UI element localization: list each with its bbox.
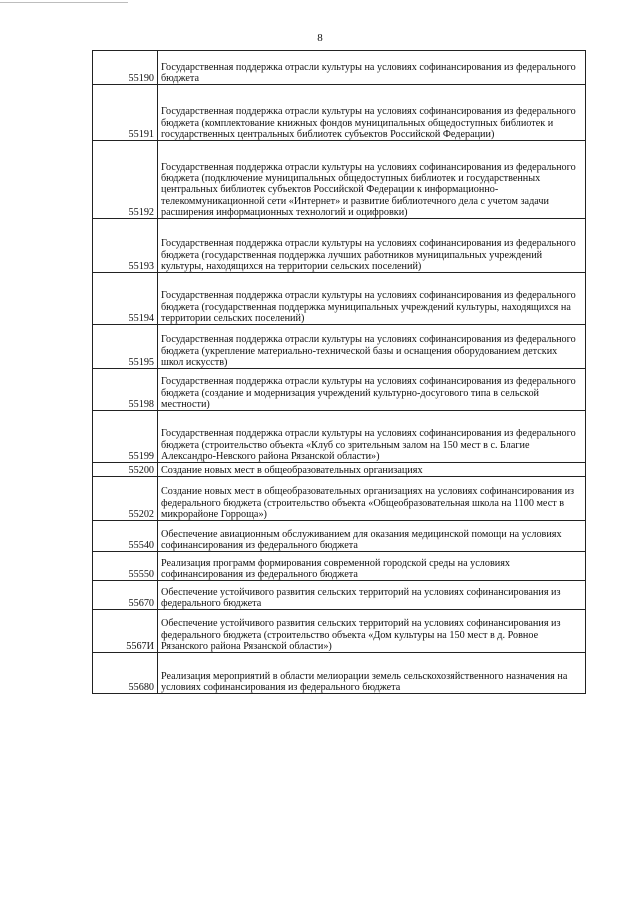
- table-row: [93, 411, 586, 463]
- row-description: Обеспечение устойчивого развития сельских территорий на условиях софинансирования из федерального бюджета: [158, 581, 586, 610]
- row-code: 55193: [93, 219, 158, 273]
- row-code: 5567И: [93, 610, 158, 653]
- row-description: Государственная поддержка отрасли культуры на условиях софинансирования из федерального бюджета: [158, 51, 586, 85]
- row-description: Государственная поддержка отрасли культуры на условиях софинансирования из федерального бюджета (комплектование книжных фондов муниципальных общедоступных библиотек и государственных центральных библиотек субъектов Российской Федерации): [158, 85, 586, 141]
- table-row: [93, 477, 586, 521]
- table-row: [93, 85, 586, 141]
- row-code: 55191: [93, 85, 158, 141]
- table-row: [93, 369, 586, 411]
- row-description: Создание новых мест в общеобразовательных организациях на условиях софинансирования из федерального бюджета (строительство объекта «Общеобразовательная школа на 1100 мест в микрорайоне Горроща»): [158, 477, 586, 521]
- row-code: 55670: [93, 581, 158, 610]
- table-row: [93, 581, 586, 610]
- table-row: [93, 463, 586, 477]
- page-number: 8: [317, 32, 323, 44]
- row-description: Государственная поддержка отрасли культуры на условиях софинансирования из федерального бюджета (укрепление материально-технической базы и оснащения оборудованием детских школ искусств): [158, 325, 586, 369]
- row-code: 55550: [93, 552, 158, 581]
- row-description: Государственная поддержка отрасли культуры на условиях софинансирования из федерального бюджета (создание и модернизация учреждений культурно-досугового типа в сельской местности): [158, 369, 586, 411]
- row-description: Обеспечение устойчивого развития сельских территорий на условиях софинансирования из федерального бюджета (строительство объекта «Дом культуры на 150 мест в д. Ровное Рязанского района Рязанской области»): [158, 610, 586, 653]
- row-description: Государственная поддержка отрасли культуры на условиях софинансирования из федерального бюджета (государственная поддержка муниципальных учреждений культуры, находящихся на территории сельских поселений): [158, 273, 586, 325]
- row-code: 55192: [93, 141, 158, 219]
- table-row: [93, 51, 586, 85]
- row-code: 55190: [93, 51, 158, 85]
- row-description: Государственная поддержка отрасли культуры на условиях софинансирования из федерального бюджета (подключение муниципальных общедоступных библиотек и государственных центральных библиотек субъектов Российской Федерации к информационно-телекоммуникационной сети «Интернет» и развитие библиотечного дела с учетом задачи расширения информационных технологий и оцифровки): [158, 141, 586, 219]
- row-description: Обеспечение авиационным обслуживанием для оказания медицинской помощи на условиях софинансирования из федерального бюджета: [158, 521, 586, 552]
- table-row: [93, 325, 586, 369]
- row-code: 55194: [93, 273, 158, 325]
- row-code: 55195: [93, 325, 158, 369]
- row-code: 55202: [93, 477, 158, 521]
- row-description: Реализация программ формирования современной городской среды на условиях софинансирования из федерального бюджета: [158, 552, 586, 581]
- row-code: 55540: [93, 521, 158, 552]
- top-rule: [0, 2, 128, 3]
- budget-codes-table: [92, 50, 586, 694]
- row-description: Государственная поддержка отрасли культуры на условиях софинансирования из федерального бюджета (государственная поддержка лучших работников муниципальных учреждений культуры, находящихся на территории сельских поселений): [158, 219, 586, 273]
- row-description: Государственная поддержка отрасли культуры на условиях софинансирования из федерального бюджета (строительство объекта «Клуб со зрительным залом на 150 мест в с. Благие Александро-Невского района Рязанской области»): [158, 411, 586, 463]
- row-code: 55198: [93, 369, 158, 411]
- row-description: Создание новых мест в общеобразовательных организациях: [158, 463, 586, 477]
- row-code: 55200: [93, 463, 158, 477]
- table-row: [93, 610, 586, 653]
- row-code: 55680: [93, 653, 158, 694]
- table-row: [93, 552, 586, 581]
- row-description: Реализация мероприятий в области мелиорации земель сельскохозяйственного назначения на условиях софинансирования из федерального бюджета: [158, 653, 586, 694]
- table-row: [93, 521, 586, 552]
- table-row: [93, 219, 586, 273]
- table-row: [93, 653, 586, 694]
- row-code: 55199: [93, 411, 158, 463]
- table-row: [93, 273, 586, 325]
- table-row: [93, 141, 586, 219]
